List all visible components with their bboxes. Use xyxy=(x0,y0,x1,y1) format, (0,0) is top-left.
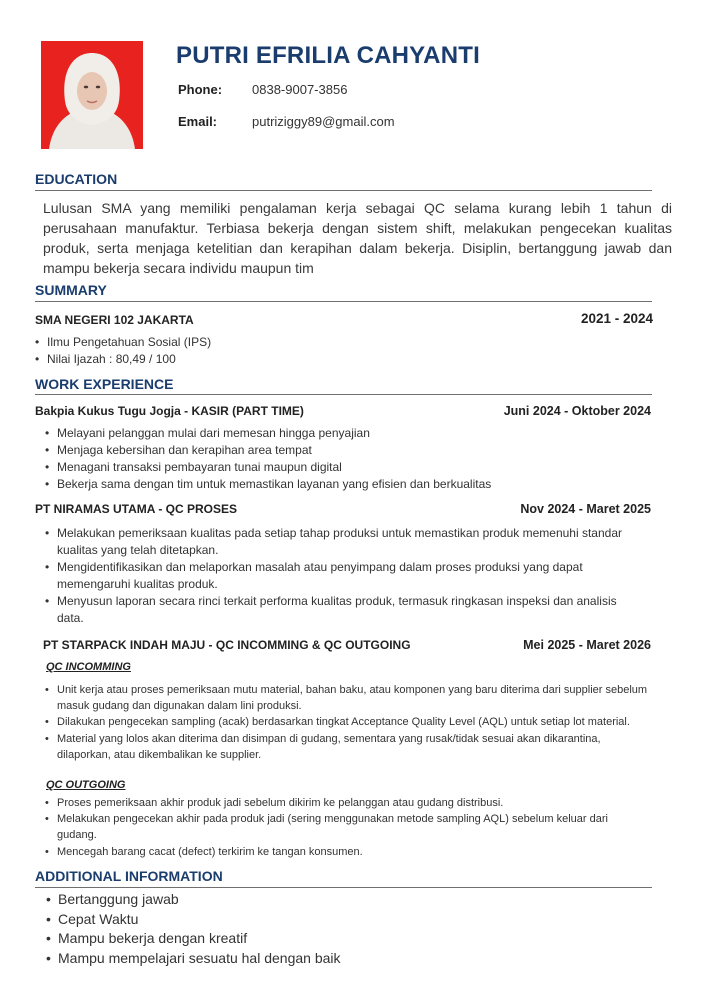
list-item: • Proses pemeriksaan akhir produk jadi sebelum dikirim ke pelanggan atau gudang distribusi. xyxy=(44,795,634,811)
list-item: • Menyusun laporan secara rinci terkait performa kualitas produk, termasuk ringkasan inspeksi dan analisis data. xyxy=(44,593,634,627)
list-item: • Dilakukan pengecekan sampling (acak) berdasarkan tingkat Acceptance Quality Level (AQL) untuk setiap lot material. xyxy=(44,714,649,730)
job-date: Mei 2025 - Maret 2026 xyxy=(523,638,651,652)
list-item: • Cepat Waktu xyxy=(45,910,341,930)
education-heading: EDUCATION xyxy=(35,171,118,187)
work-heading: WORK EXPERIENCE xyxy=(35,376,174,392)
list-item: • Melakukan pemeriksaan kualitas pada setiap tahap produksi untuk memastikan produk memenuhi standar kualitas yang telah ditetapkan. xyxy=(44,525,634,559)
email-value: putriziggy89@gmail.com xyxy=(252,114,395,129)
list-item: • Unit kerja atau proses pemeriksaan mutu material, bahan baku, atau komponen yang baru diterima dari supplier sebelum masuk gudang dan digunakan dalam lini produksi. xyxy=(44,682,649,714)
list-item: • Ilmu Pengetahuan Sosial (IPS) xyxy=(34,334,211,351)
list-item: • Bekerja sama dengan tim untuk memastikan layanan yang efisien dan berkualitas xyxy=(44,476,654,493)
list-item: • Menjaga kebersihan dan kerapihan area tempat xyxy=(44,442,654,459)
list-item: • Mampu bekerja dengan kreatif xyxy=(45,929,341,949)
additional-list xyxy=(45,890,341,968)
education-divider xyxy=(35,190,652,191)
school-name: SMA NEGERI 102 JAKARTA xyxy=(35,313,194,327)
job-duties xyxy=(44,525,634,627)
education-text: Lulusan SMA yang memiliki pengalaman kerja sebagai QC selama kurang lebih 1 tahun di perusahaan manufaktur. Terbiasa bekerja dengan sistem shift, melakukan pengecekan kualitas produk, serta menjaga ketelitian dan kerapihan dalam bekerja. Disiplin, bertanggung jawab dan mampu bekerja secara individu maupun tim xyxy=(43,200,672,276)
candidate-name: PUTRI EFRILIA CAHYANTI xyxy=(176,42,480,69)
list-item: • Melakukan pengecekan akhir pada produk jadi (sering menggunakan metode sampling AQL) sebelum keluar dari gudang. xyxy=(44,811,634,843)
job-title: PT NIRAMAS UTAMA - QC PROSES xyxy=(35,502,238,516)
additional-heading: ADDITIONAL INFORMATION xyxy=(35,868,223,884)
job-date: Nov 2024 - Maret 2025 xyxy=(520,502,651,516)
job-title: PT STARPACK INDAH MAJU - QC INCOMMING & QC OUTGOING xyxy=(43,638,411,652)
qc-outgoing-duties xyxy=(44,795,634,860)
additional-divider xyxy=(35,887,652,888)
qc-incoming-label: QC INCOMMING xyxy=(46,661,131,673)
list-item: • Mengidentifikasikan dan melaporkan masalah atau penyimpang dalam proses produksi yang dapat memengaruhi kualitas produk. xyxy=(44,559,634,593)
email-label: Email: xyxy=(178,114,218,129)
list-item: • Mencegah barang cacat (defect) terkirim ke tangan konsumen. xyxy=(44,844,634,860)
list-item: • Bertanggung jawab xyxy=(45,890,341,910)
list-item: • Menagani transaksi pembayaran tunai maupun digital xyxy=(44,459,654,476)
qc-outgoing-label: QC OUTGOING xyxy=(46,779,126,791)
summary-list xyxy=(34,334,211,368)
phone-label: Phone: xyxy=(178,82,223,97)
job-duties xyxy=(44,425,654,493)
list-item: • Nilai Ijazah : 80,49 / 100 xyxy=(34,351,211,368)
school-years: 2021 - 2024 xyxy=(580,311,653,326)
list-item: • Mampu mempelajari sesuatu hal dengan baik xyxy=(45,949,341,969)
profile-photo xyxy=(41,41,143,149)
list-item: • Melayani pelanggan mulai dari memesan hingga penyajian xyxy=(44,425,654,442)
job-title: Bakpia Kukus Tugu Jogja - KASIR (PART TIME) xyxy=(35,404,304,418)
summary-divider xyxy=(35,301,652,302)
qc-incoming-duties xyxy=(44,682,649,763)
summary-heading: SUMMARY xyxy=(35,282,107,298)
list-item: • Material yang lolos akan diterima dan disimpan di gudang, sementara yang rusak/tidak sesuai akan dikarantina, dilaporkan, atau dikembalikan ke supplier. xyxy=(44,731,649,763)
job-date: Juni 2024 - Oktober 2024 xyxy=(503,404,651,418)
work-divider xyxy=(35,394,652,395)
phone-value: 0838-9007-3856 xyxy=(252,82,348,97)
